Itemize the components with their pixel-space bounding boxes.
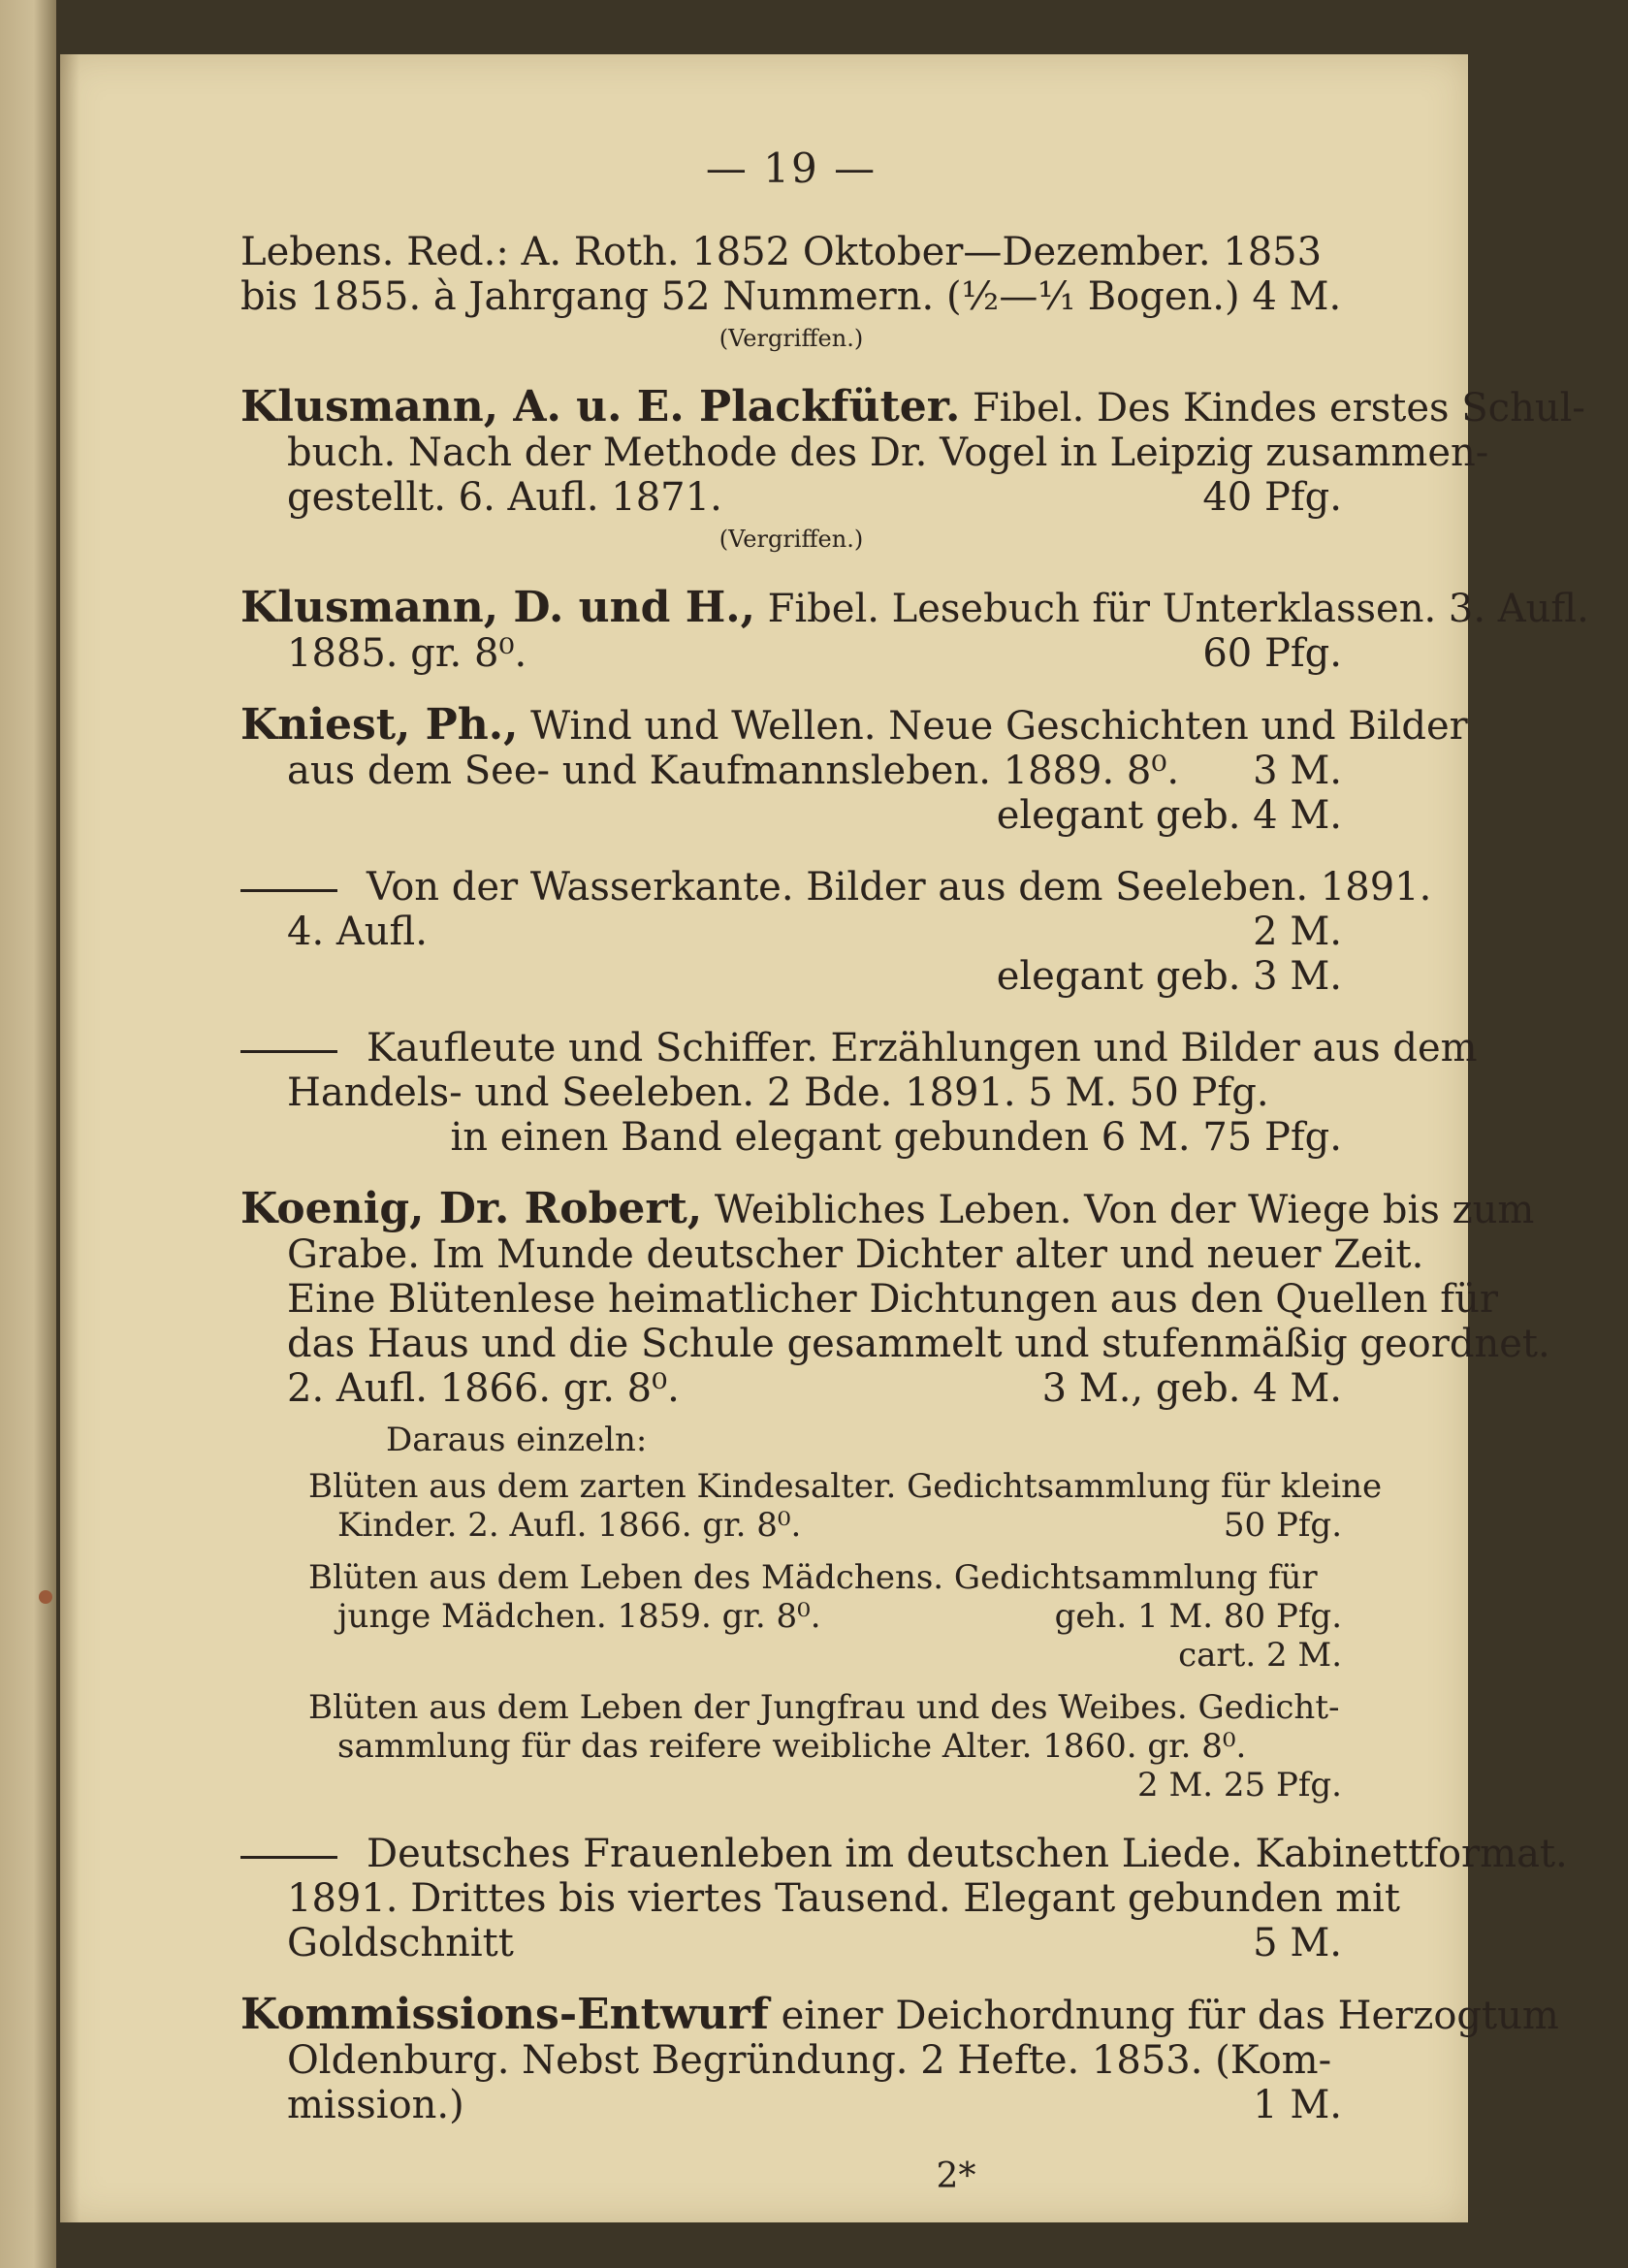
price: in einen Band elegant gebunden 6 M. 75 Pfg. xyxy=(450,1115,1342,1160)
text-line: das Haus und die Schule gesammelt und stufenmäßig geordnet. xyxy=(287,1322,1550,1366)
catalog-entry xyxy=(240,230,1342,358)
paper-stain xyxy=(39,1590,52,1604)
price: 40 Pfg. xyxy=(1202,475,1342,520)
entry-heading: Klusmann, A. u. E. Plackfüter. xyxy=(240,382,961,431)
catalog-entry xyxy=(240,1184,1550,1805)
text-line: Grabe. Im Munde deutscher Dichter alter und neuer Zeit. xyxy=(287,1232,1424,1277)
entry-heading: Klusmann, D. und H., xyxy=(240,583,755,632)
text-line: Fibel. Lesebuch für Unterklassen. 3. Aufl. xyxy=(767,587,1589,631)
text-line: 2. Aufl. 1866. gr. 8⁰. xyxy=(287,1366,680,1411)
text-line: Handels- und Seeleben. 2 Bde. 1891. 5 M. 50 Pfg. xyxy=(287,1070,1269,1115)
text-line: Blüten aus dem zarten Kindesalter. Gedichtsammlung für kleine xyxy=(308,1467,1383,1506)
sub-entry xyxy=(240,1688,1342,1805)
price: 1 M. xyxy=(1253,2083,1342,2127)
catalog-entry xyxy=(240,1990,1559,2127)
signature-mark: 2* xyxy=(936,2156,976,2196)
price: elegant geb. 3 M. xyxy=(996,954,1342,999)
text-line: mission.) xyxy=(287,2083,464,2127)
catalog-entry xyxy=(240,865,1432,999)
text-line: aus dem See- und Kaufmannsleben. 1889. 8⁰. xyxy=(287,749,1180,793)
text-line: bis 1855. à Jahrgang 52 Nummern. (½—¹⁄₁ Bogen.) 4 M. xyxy=(240,274,1342,319)
price: elegant geb. 4 M. xyxy=(996,793,1342,838)
text-line: Weibliches Leben. Von der Wiege bis zum xyxy=(714,1188,1535,1232)
subheading: Daraus einzeln: xyxy=(386,1421,648,1459)
entry-heading: Kommissions-Entwurf xyxy=(240,1990,769,2039)
catalog-entry xyxy=(240,583,1589,676)
sub-entry xyxy=(240,1467,1383,1545)
gutter-shadow xyxy=(60,54,80,2222)
text-line: buch. Nach der Methode des Dr. Vogel in Leipzig zusammen- xyxy=(287,431,1489,475)
catalog-entry xyxy=(240,1026,1478,1160)
text-line: Oldenburg. Nebst Begründung. 2 Hefte. 1853. (Kom- xyxy=(287,2038,1332,2083)
text-line: Lebens. Red.: A. Roth. 1852 Oktober—Dezember. 1853 xyxy=(240,230,1323,274)
price: 5 M. xyxy=(1253,1921,1342,1965)
entry-heading: Koenig, Dr. Robert, xyxy=(240,1184,703,1233)
text-line: Blüten aus dem Leben des Mädchens. Gedichtsammlung für xyxy=(308,1558,1318,1597)
price: 3 M. xyxy=(1253,749,1342,793)
text-line: einer Deichordnung für das Herzogtum xyxy=(781,1994,1559,2038)
catalog-entry xyxy=(240,382,1585,559)
text-line: 1891. Drittes bis viertes Tausend. Elegant gebunden mit xyxy=(287,1876,1400,1921)
text-line: Von der Wasserkante. Bilder aus dem Seeleben. 1891. xyxy=(367,865,1432,910)
text-line: Wind und Wellen. Neue Geschichten und Bilder xyxy=(530,704,1468,749)
page-number: — 19 — xyxy=(705,144,878,192)
sub-entry xyxy=(240,1558,1342,1675)
text-line: 4. Aufl. xyxy=(287,910,428,954)
entry-heading: Kniest, Ph., xyxy=(240,700,519,750)
price: 2 M. 25 Pfg. xyxy=(1137,1766,1342,1805)
text-line: gestellt. 6. Aufl. 1871. xyxy=(287,475,722,520)
text-line: sammlung für das reifere weibliche Alter. 1860. gr. 8⁰. xyxy=(337,1727,1247,1766)
catalog-entry xyxy=(240,1832,1568,1965)
price: 50 Pfg. xyxy=(1223,1506,1342,1545)
price: geh. 1 M. 80 Pfg. xyxy=(1054,1597,1342,1636)
catalog-entry xyxy=(240,700,1468,838)
note: (Vergriffen.) xyxy=(718,325,864,352)
price: 2 M. xyxy=(1253,910,1342,954)
adjacent-page-edge xyxy=(0,0,56,2268)
text-line: Eine Blütenlese heimatlicher Dichtungen aus den Quellen für xyxy=(287,1277,1498,1322)
text-line: Kaufleute und Schiffer. Erzählungen und Bilder aus dem xyxy=(367,1026,1478,1070)
book-page xyxy=(60,54,1589,2222)
note: (Vergriffen.) xyxy=(718,526,864,553)
text-line: Blüten aus dem Leben der Jungfrau und des Weibes. Gedicht- xyxy=(308,1688,1340,1727)
price: 60 Pfg. xyxy=(1202,631,1342,676)
text-line: Goldschnitt xyxy=(287,1921,514,1965)
text-line: Deutsches Frauenleben im deutschen Liede. Kabinettformat. xyxy=(367,1832,1568,1876)
text-line: 1885. gr. 8⁰. xyxy=(287,631,527,676)
page-content xyxy=(240,144,1589,2199)
ditto-dash xyxy=(240,889,337,892)
text-line: Fibel. Des Kindes erstes Schul- xyxy=(972,386,1585,431)
price: cart. 2 M. xyxy=(1178,1636,1342,1675)
price: 3 M., geb. 4 M. xyxy=(1041,1366,1342,1411)
text-line: Kinder. 2. Aufl. 1866. gr. 8⁰. xyxy=(337,1506,802,1545)
ditto-dash xyxy=(240,1050,337,1053)
text-line: junge Mädchen. 1859. gr. 8⁰. xyxy=(337,1597,821,1636)
ditto-dash xyxy=(240,1856,337,1859)
